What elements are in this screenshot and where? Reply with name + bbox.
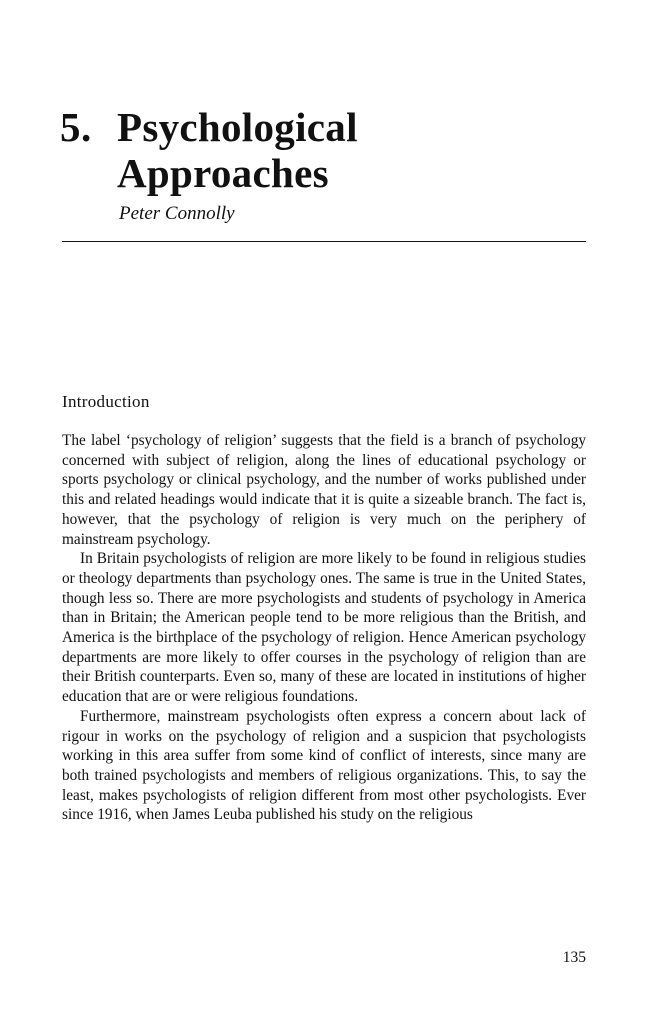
paragraph: In Britain psychologists of religion are more likely to be found in religious studies or theology departments than psychology ones. The same is true in the United States, though less so. There are more psychologists and students of psychology in America than in Britain; the American people tend to be more religious than the British, and America is the birthplace of the psychology of religion. Hence American psychology departments are more likely to offer courses in the psychology of religion than are their British counterparts. Even so, many of these are located in institutions of higher education that are or were religious foundations. [62,550,586,706]
body-text [62,431,586,825]
chapter-title [117,104,358,196]
page-number: 135 [562,949,586,966]
section-heading: Introduction [62,392,150,411]
chapter-number: 5. [60,104,92,150]
chapter-title-line-1: Psychological [117,104,358,150]
paragraph: Furthermore, mainstream psychologists often express a concern about lack of rigour in works on the psychology of religion and a suspicion that psychologists working in this area suffer from some kind of conflict of interests, since many are both trained psychologists and members of religious organizations. This, to say the least, makes psychologists of religion different from most other psychologists. Ever since 1916, when James Leuba published his study on the religious [62,707,586,824]
title-divider [62,241,586,242]
chapter-author: Peter Connolly [119,203,235,224]
chapter-title-line-2: Approaches [117,150,329,196]
paragraph: The label ‘psychology of religion’ suggests that the field is a branch of psychology concerned with subject of religion, along the lines of educational psychology or sports psychology or clinical psychology, and the number of works published under this and related headings would indicate that it is quite a sizeable branch. The fact is, however, that the psychology of religion is very much on the periphery of mainstream psychology. [62,432,586,548]
